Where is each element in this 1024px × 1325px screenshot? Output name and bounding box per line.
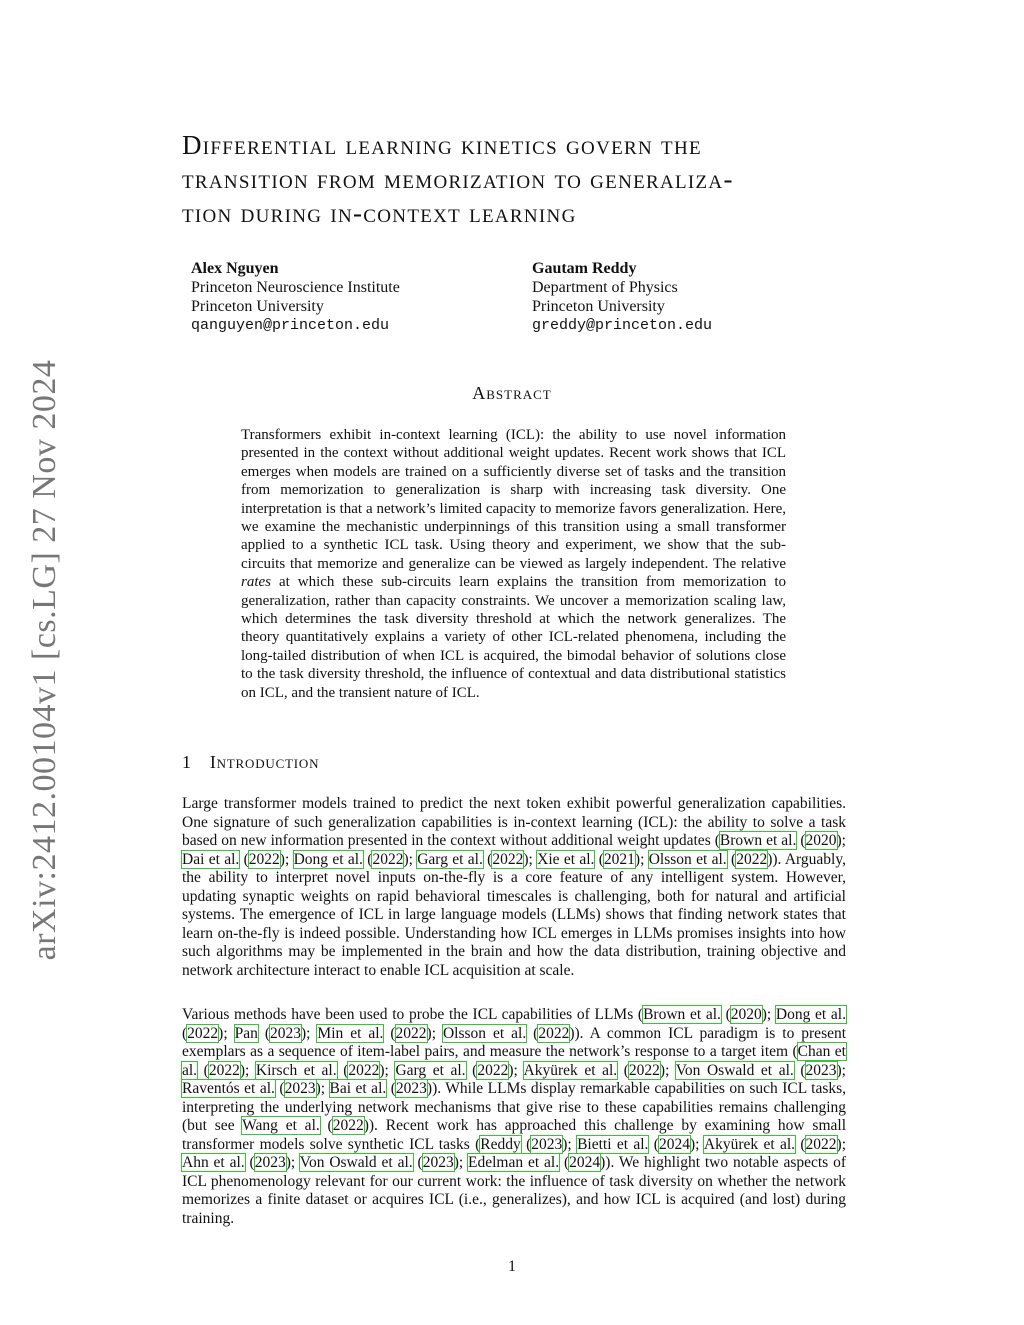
citation-link[interactable]: Bietti et al. xyxy=(577,1135,649,1153)
citation-link[interactable]: Garg et al. xyxy=(417,850,483,868)
paragraph-text: ( xyxy=(336,1061,349,1079)
paragraph-text: ); xyxy=(836,1135,847,1153)
paragraph-text: ( xyxy=(795,1135,806,1153)
citation-link[interactable]: Bai et al. xyxy=(329,1080,387,1097)
citation-link[interactable]: Ahn et al. xyxy=(182,1154,245,1171)
page-number: 1 xyxy=(508,1258,516,1275)
paragraph-text: )). We highlight two notable aspects of ICL phenomenology relevant for our current work: the influence of task diversity on whether the network memorizes a finite dataset or acquires ICL (i.e., generalizes), and how ICL is acquired (and lost) during training. xyxy=(182,1154,846,1227)
paragraph-text: ); xyxy=(279,850,294,868)
paragraph-text: ( xyxy=(520,1135,532,1153)
citation-link[interactable]: 2020 xyxy=(730,1006,762,1023)
paragraph-text: ); xyxy=(836,1061,846,1079)
citation-link[interactable]: Dai et al. xyxy=(182,850,240,868)
citation-link[interactable]: 2021 xyxy=(603,850,635,868)
paragraph-text: ); xyxy=(523,850,538,868)
abstract-text-part-a: Transformers exhibit in-context learning (ICL): the ability to use novel information presented in the context without additional weight updates. Recent work shows that ICL emerges when models are trained on a sufficiently diverse set of tasks and the transition from memorization to generalization is sharp with increasing task diversity. One interpretation is that a network’s limited capacity to memorize favors generalization. Here, we examine the mechanistic underpinnings of this transition using a small transformer applied to a synthetic ICL task. Using theory and experiment, we show that the sub-circuits that memorize and generalize can be viewed as largely independent. The relative xyxy=(241,427,786,572)
citation-link[interactable]: 2022 xyxy=(372,850,404,868)
citation-link[interactable]: 2022 xyxy=(248,850,280,868)
citation-link[interactable]: 2023 xyxy=(422,1154,454,1171)
paragraph-text: ); xyxy=(403,850,418,868)
arxiv-identifier: arXiv:2412.00104v1 [cs.LG] 27 Nov 2024 xyxy=(26,359,63,961)
citation-link[interactable]: 2022 xyxy=(395,1024,427,1042)
paragraph-text: ); xyxy=(426,1024,443,1042)
paragraph-text: ( xyxy=(362,850,373,868)
paragraph-text: ); xyxy=(315,1080,330,1097)
citation-link[interactable]: Garg et al. xyxy=(395,1061,466,1079)
paragraph-text: ); xyxy=(562,1135,578,1153)
citation-link[interactable]: Pan xyxy=(234,1024,258,1042)
intro-paragraph-1 xyxy=(182,795,846,980)
citation-link[interactable]: Chan et al. xyxy=(182,1043,846,1079)
paragraph-text: ( xyxy=(257,1024,270,1042)
paragraph-text: ( xyxy=(720,1006,731,1023)
intro-paragraph-2 xyxy=(182,1006,846,1228)
paragraph-text: Various methods have been used to probe the ICL capabilities of LLMs ( xyxy=(182,1006,644,1023)
paragraph-text: Large transformer models trained to predict the next token exhibit powerful generalization capabilities. One signature of such generalization capabilities is in-context learning (ICL): the ability to solve a task based on new information presented in the context without additional weight updates ( xyxy=(182,795,846,849)
citation-link[interactable]: Akyürek et al. xyxy=(703,1135,796,1153)
section-title: Introduction xyxy=(209,752,320,772)
author-institution: Princeton University xyxy=(532,298,665,315)
abstract-text xyxy=(241,426,786,702)
paragraph-text: ); xyxy=(508,1061,524,1079)
citation-link[interactable]: 2023 xyxy=(395,1080,427,1097)
paragraph-text: ( xyxy=(726,850,737,868)
paragraph-text: ); xyxy=(300,1024,318,1042)
paragraph-text: ( xyxy=(594,850,604,868)
paragraph-text: ( xyxy=(274,1080,285,1097)
citation-link[interactable]: 2022 xyxy=(628,1061,660,1079)
author-email[interactable]: greddy@princeton.edu xyxy=(532,317,713,334)
paper-title xyxy=(182,128,846,230)
paragraph-text: ( xyxy=(239,850,249,868)
paragraph-text: ( xyxy=(244,1154,255,1171)
author-name: Alex Nguyen xyxy=(191,260,279,277)
arxiv-sidebar-stamp xyxy=(20,350,70,970)
paragraph-text: ( xyxy=(796,832,806,849)
citation-link[interactable]: Kirsch et al. xyxy=(255,1061,337,1079)
citation-link[interactable]: Wang et al. xyxy=(242,1117,320,1134)
paragraph-text: ); xyxy=(659,1061,676,1079)
paragraph-text: ); xyxy=(285,1154,300,1171)
author-name: Gautam Reddy xyxy=(532,260,637,277)
citation-link[interactable]: 2023 xyxy=(269,1024,301,1042)
citation-link[interactable]: 2022 xyxy=(492,850,524,868)
citation-link[interactable]: Brown et al. xyxy=(643,1006,721,1023)
paragraph-text: ( xyxy=(182,1024,188,1042)
paragraph-text: ( xyxy=(383,1024,396,1042)
abstract-heading: Abstract xyxy=(472,383,552,403)
citation-link[interactable]: Edelman et al. xyxy=(468,1154,560,1171)
paragraph-text: ); xyxy=(379,1061,396,1079)
author-block-2 xyxy=(532,259,712,335)
citation-link[interactable]: Von Oswald et al. xyxy=(675,1061,794,1079)
paragraph-text: ( xyxy=(482,850,493,868)
paragraph-text: ); xyxy=(218,1024,235,1042)
author-email[interactable]: qanguyen@princeton.edu xyxy=(191,317,390,334)
abstract-emphasis: rates xyxy=(241,574,271,591)
section-heading-introduction xyxy=(182,752,319,773)
citation-link[interactable]: Raventós et al. xyxy=(182,1080,275,1097)
paragraph-text: ); xyxy=(761,1006,776,1023)
citation-link[interactable]: 2022 xyxy=(348,1061,380,1079)
paragraph-text: ( xyxy=(197,1061,209,1079)
paragraph-text: ( xyxy=(465,1061,478,1079)
paragraph-text: ( xyxy=(386,1080,396,1097)
citation-link[interactable]: 2022 xyxy=(477,1061,509,1079)
citation-link[interactable]: 2022 xyxy=(736,850,768,868)
paragraph-text: )). Recent work has approached this challenge by examining how small transformer models solve synthetic ICL tasks ( xyxy=(182,1117,846,1153)
citation-link[interactable]: 2023 xyxy=(284,1080,316,1097)
citation-link[interactable]: Olsson et al. xyxy=(648,850,727,868)
title-line-2: transition from memorization to generaliza- xyxy=(182,164,734,194)
paragraph-text: ( xyxy=(793,1061,806,1079)
paragraph-text: )). A common ICL paradigm is to present exemplars as a sequence of item-label pairs, and measure the network’s response to a target item ( xyxy=(182,1024,847,1060)
paragraph-text: ); xyxy=(453,1154,469,1171)
citation-link[interactable]: Min et al. xyxy=(317,1024,384,1042)
citation-link[interactable]: 2022 xyxy=(187,1024,219,1042)
citation-link[interactable]: Dong et al. xyxy=(775,1006,846,1023)
paragraph-text: ( xyxy=(617,1061,629,1079)
paragraph-text: ( xyxy=(559,1154,570,1171)
paragraph-text: ( xyxy=(526,1024,539,1042)
citation-link[interactable]: 2022 xyxy=(332,1117,364,1134)
paragraph-text: ); xyxy=(239,1061,256,1079)
section-number: 1 xyxy=(182,752,192,772)
paragraph-text: )). While LLMs display remarkable capabilities on such ICL tasks, interpreting the underlying network mechanisms that give rise to these capabilities remains challenging (but see xyxy=(182,1080,847,1134)
author-institution: Princeton University xyxy=(191,298,324,315)
author-block-1 xyxy=(191,259,400,335)
title-line-1: Differential learning kinetics govern the xyxy=(182,130,702,160)
citation-link[interactable]: Brown et al. xyxy=(719,832,797,849)
citation-link[interactable]: Von Oswald et al. xyxy=(299,1154,413,1171)
paragraph-text: ); xyxy=(634,850,649,868)
abstract-text-part-b: at which these sub-circuits learn explains the transition from memorization to generalization, rather than capacity constraints. We uncover a memorization scaling law, which determines the task diversity threshold at which the network generalizes. The theory quantitatively explains a variety of other ICL-related phenomena, including the long-tailed distribution of when ICL is acquired, the bimodal behavior of solutions close to the task diversity threshold, the influence of contextual and data distributional statistics on ICL, and the transient nature of ICL. xyxy=(241,574,786,701)
citation-link[interactable]: 2023 xyxy=(254,1154,286,1171)
citation-link[interactable]: 2023 xyxy=(805,1061,837,1079)
paragraph-text: ); xyxy=(836,832,846,849)
citation-link[interactable]: 2022 xyxy=(208,1061,240,1079)
citation-link[interactable]: Dong et al. xyxy=(293,850,363,868)
citation-link[interactable]: Xie et al. xyxy=(537,850,595,868)
title-line-3: tion during in-context learning xyxy=(182,198,577,228)
citation-link[interactable]: 2024 xyxy=(569,1154,601,1171)
citation-link[interactable]: Reddy xyxy=(480,1135,521,1153)
citation-link[interactable]: Akyürek et al. xyxy=(523,1061,618,1079)
citation-link[interactable]: 2020 xyxy=(805,832,837,849)
citation-link[interactable]: Olsson et al. xyxy=(442,1024,527,1042)
paragraph-text: ( xyxy=(648,1135,659,1153)
author-department: Princeton Neuroscience Institute xyxy=(191,279,400,296)
paragraph-text: )). Arguably, the ability to interpret novel inputs on-the-fly is a core feature of any intelligent system. However, updating synaptic weights on rapid behavioral timescales is challenging, both for natural and artificial systems. The emergence of ICL in large language models (LLMs) shows that finding network states that learn on-the-fly is indeed possible. Understanding how ICL emerges in LLMs promises insights into how such algorithms may be implemented in the brain and how the data distribution, training objective and network architecture interact to enable ICL acquisition at scale. xyxy=(182,850,846,979)
paragraph-text: ( xyxy=(319,1117,333,1134)
citation-link[interactable]: 2024 xyxy=(658,1135,690,1153)
paragraph-text: ); xyxy=(689,1135,704,1153)
author-department: Department of Physics xyxy=(532,279,678,296)
citation-link[interactable]: 2023 xyxy=(531,1135,563,1153)
paragraph-text: ( xyxy=(412,1154,423,1171)
citation-link[interactable]: 2022 xyxy=(538,1024,570,1042)
citation-link[interactable]: 2022 xyxy=(805,1135,837,1153)
